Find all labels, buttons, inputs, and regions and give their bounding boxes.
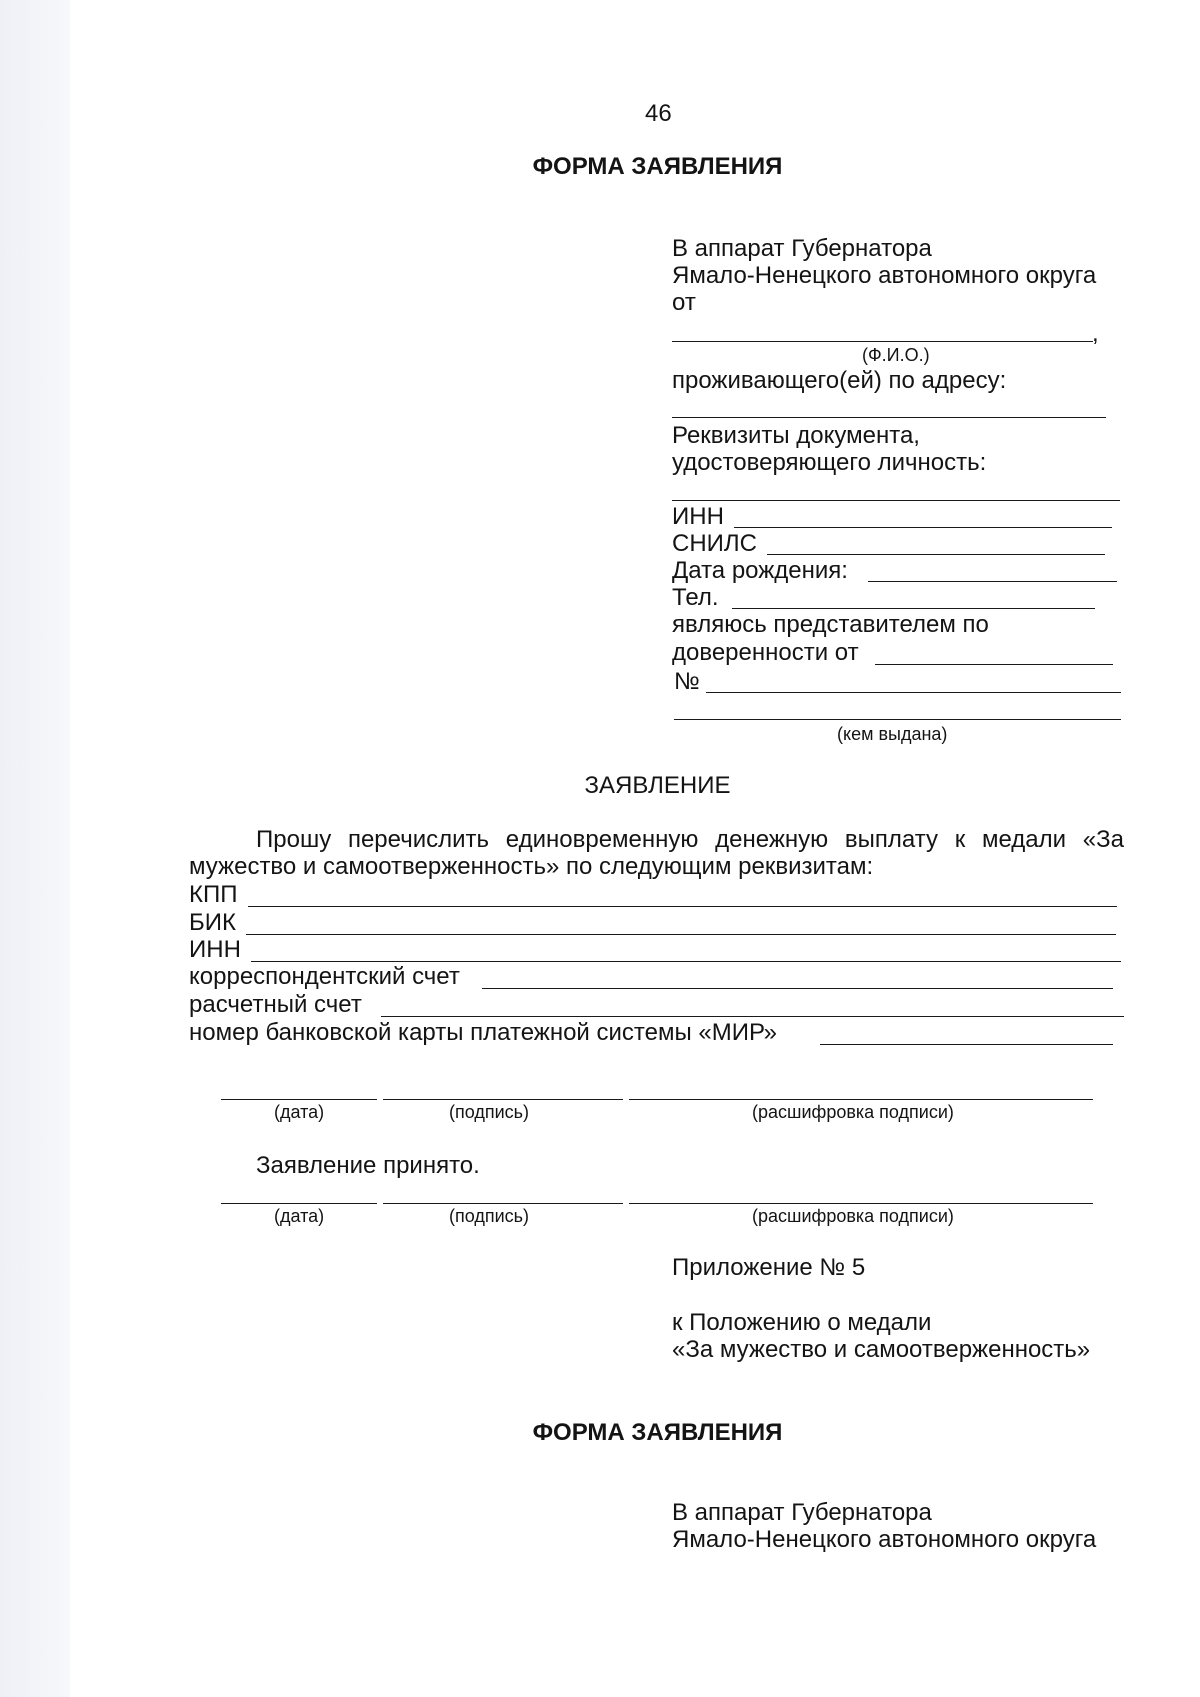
form2-heading: ФОРМА ЗАЯВЛЕНИЯ — [532, 1419, 783, 1446]
decryption-line-2 — [629, 1203, 1093, 1204]
phone-label: Тел. — [672, 584, 719, 611]
proxy-number-line — [706, 692, 1121, 693]
snils-label: СНИЛС — [672, 530, 757, 557]
inn-field-line — [251, 961, 1121, 962]
phone-line — [732, 608, 1095, 609]
address-line — [672, 417, 1106, 418]
corr-account-line — [482, 988, 1113, 989]
inn-line — [734, 527, 1112, 528]
snils-line — [767, 554, 1105, 555]
representative-line-2: доверенности от — [672, 639, 859, 666]
decryption-caption-2: (расшифровка подписи) — [752, 1206, 954, 1226]
accepted-label: Заявление принято. — [256, 1152, 480, 1179]
kpp-line — [248, 906, 1117, 907]
signature-caption-2: (подпись) — [449, 1206, 530, 1226]
document-requisites-line-2: удостоверяющего личность: — [672, 449, 987, 476]
document-requisites-line-1: Реквизиты документа, — [672, 422, 920, 449]
settlement-account-line — [381, 1016, 1124, 1017]
statement-body-line-1: Прошу перечислить единовременную денежную выплату к медали «За — [256, 826, 1124, 853]
date-caption-1: (дата) — [274, 1102, 325, 1122]
issued-by-line — [674, 719, 1121, 720]
kpp-label: КПП — [189, 881, 238, 908]
proxy-date-line — [875, 664, 1113, 665]
form-heading: ФОРМА ЗАЯВЛЕНИЯ — [532, 153, 783, 180]
decryption-caption-1: (расшифровка подписи) — [752, 1102, 954, 1122]
bik-line — [246, 934, 1116, 935]
from-label: от — [672, 289, 696, 316]
page-edge — [0, 0, 70, 1697]
proxy-number-label: № — [674, 668, 700, 695]
address-label: проживающего(ей) по адресу: — [672, 367, 1007, 394]
bik-label: БИК — [189, 909, 236, 936]
statement-title: ЗАЯВЛЕНИЕ — [584, 772, 731, 799]
fio-comma: , — [1092, 320, 1099, 347]
addressee-line-2: Ямало-Ненецкого автономного округа — [672, 262, 1097, 289]
signature-line-1 — [383, 1099, 623, 1100]
mir-card-label: номер банковской карты платежной системы «МИР» — [189, 1019, 777, 1046]
addressee-line-1: В аппарат Губернатора — [672, 235, 932, 262]
document-line — [672, 500, 1120, 501]
representative-line-1: являюсь представителем по — [672, 611, 989, 638]
settlement-account-label: расчетный счет — [189, 991, 362, 1018]
fio-caption: (Ф.И.О.) — [862, 345, 930, 365]
fio-line — [672, 341, 1093, 342]
birth-date-line — [868, 581, 1117, 582]
birth-date-label: Дата рождения: — [672, 557, 848, 584]
signature-line-2 — [383, 1203, 623, 1204]
decryption-line-1 — [629, 1099, 1093, 1100]
appendix-line-1: к Положению о медали — [672, 1309, 932, 1336]
mir-card-line — [820, 1044, 1113, 1045]
page-number: 46 — [645, 100, 672, 127]
date-caption-2: (дата) — [274, 1206, 325, 1226]
corr-account-label: корреспондентский счет — [189, 963, 460, 990]
statement-body-line-2: мужество и самоотверженность» по следующим реквизитам: — [189, 853, 874, 880]
signature-caption-1: (подпись) — [449, 1102, 530, 1122]
form2-addressee-line-1: В аппарат Губернатора — [672, 1499, 932, 1526]
issued-by-caption: (кем выдана) — [837, 724, 948, 744]
inn-label: ИНН — [672, 503, 724, 530]
form2-addressee-line-2: Ямало-Ненецкого автономного округа — [672, 1526, 1097, 1553]
inn-field-label: ИНН — [189, 936, 241, 963]
appendix-title: Приложение № 5 — [672, 1254, 866, 1281]
date-line-2 — [221, 1203, 377, 1204]
appendix-line-2: «За мужество и самоотверженность» — [672, 1336, 1091, 1363]
date-line-1 — [221, 1099, 377, 1100]
